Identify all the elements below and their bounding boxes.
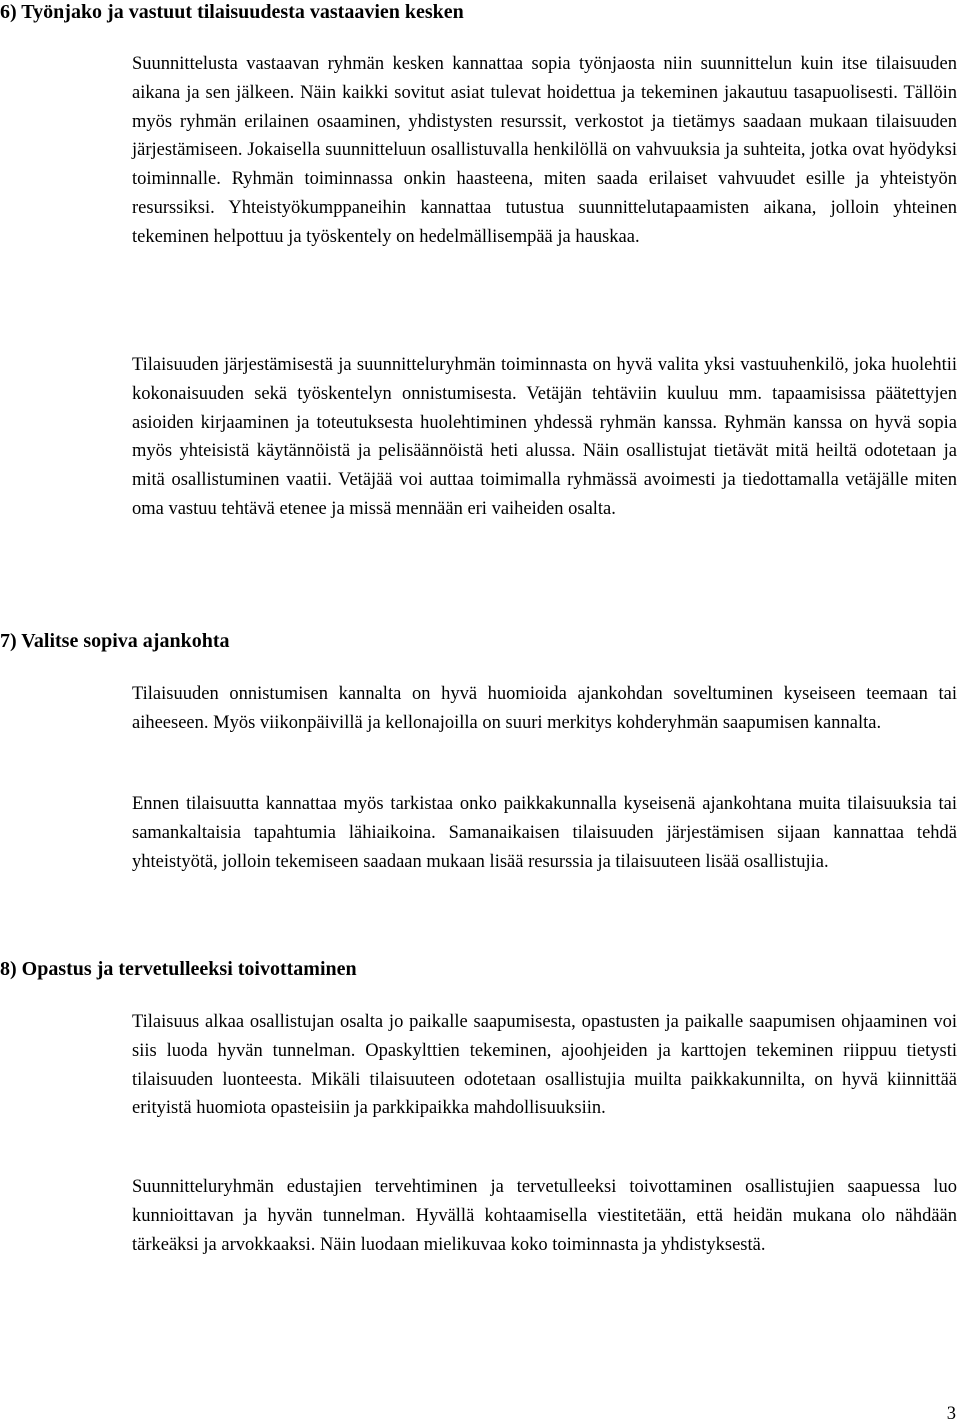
paragraph: Tilaisuuden onnistumisen kannalta on hyvä huomioida ajankohdan soveltuminen kyseiseen teemaan tai aiheeseen. Myös viikonpäivillä ja kellonajoilla on suuri merkitys kohderyhmän saapumisen kannalta. (132, 684, 957, 733)
section-heading-8: 8) Opastus ja tervetulleeksi toivottaminen (0, 958, 357, 980)
section-heading-6: 6) Työnjako ja vastuut tilaisuudesta vastaavien kesken (0, 1, 464, 23)
paragraph: Suunnittelusta vastaavan ryhmän kesken kannattaa sopia työnjaosta niin suunnittelun kuin itse tilaisuuden aikana ja sen jälkeen. Näin kaikki sovitut asiat tulevat hoidettua ja tekeminen jakautuu tasapuolisesti. Tällöin myös ryhmän erilainen osaaminen, yhdistysten resurssit, verkostot ja tietämys saadaan mukaan tilaisuuden järjestämiseen. Jokaisella suunnitteluun osallistuvalla henkilöllä on vahvuuksia ja suhteita, jotka ovat hyödyksi toiminnalle. Ryhmän toiminnassa onkin haasteena, miten saada erilaiset vahvuudet esille ja yhteistyön resurssiksi. Yhteistyökumppaneihin kannattaa tutustua suunnittelutapaamisten aikana, jolloin yhteinen tekeminen helpottuu ja työskentely on hedelmällisempää ja hauskaa. (132, 54, 957, 247)
paragraph: Tilaisuuden järjestämisestä ja suunnitteluryhmän toiminnasta on hyvä valita yksi vastuuhenkilö, joka huolehtii kokonaisuuden sekä työskentelyn onnistumisesta. Vetäjän tehtäviin kuuluu mm. tapaamisissa päätettyjen asioiden kirjaaminen ja toteutuksesta huolehtiminen yhdessä ryhmän kanssa. Ryhmän kanssa on hyvä sopia myös yhteisistä käytännöistä ja pelisäännöistä heti alussa. Näin osallistujat tietävät mitä heiltä odotetaan ja mitä osallistuminen vaatii. Vetäjää voi auttaa toimimalla ryhmässä avoimesti ja tiedottamalla vetäjälle miten oma vastuu tehtävä etenee ja missä mennään eri vaiheiden osalta. (132, 355, 957, 519)
paragraph: Ennen tilaisuutta kannattaa myös tarkistaa onko paikkakunnalla kyseisenä ajankohtana muita tilaisuuksia tai samankaltaisia tapahtumia lähiaikoina. Samanaikaisen tilaisuuden järjestämisen sijaan kannattaa tehdä yhteistyötä, jolloin tekemiseen saadaan mukaan lisää resurssia ja tilaisuuteen lisää osallistujia. (132, 794, 957, 872)
section-heading-7: 7) Valitse sopiva ajankohta (0, 630, 230, 652)
paragraph: Tilaisuus alkaa osallistujan osalta jo paikalle saapumisesta, opastusten ja paikalle saapumisen ohjaaminen voi siis luoda hyvän tunnelman. Opaskylttien tekeminen, ajoohjeiden ja karttojen tekeminen riippuu tietysti tilaisuuden luonteesta. Mikäli tilaisuuteen odotetaan osallistujia muilta paikkakunnilta, on hyvä kiinnittää erityistä huomiota opasteisiin ja parkkipaikka mahdollisuuksiin. (132, 1012, 957, 1119)
page-number: 3 (946, 1404, 956, 1424)
paragraph: Suunnitteluryhmän edustajien tervehtiminen ja tervetulleeksi toivottaminen osallistujien saapuessa luo kunnioittavan ja hyvän tunnelman. Hyvällä kohtaamisella viestitetään, että heidän mukana olo nähdään tärkeäksi ja arvokkaaksi. Näin luodaan mielikuvaa koko toiminnasta ja yhdistyksestä. (132, 1177, 957, 1255)
